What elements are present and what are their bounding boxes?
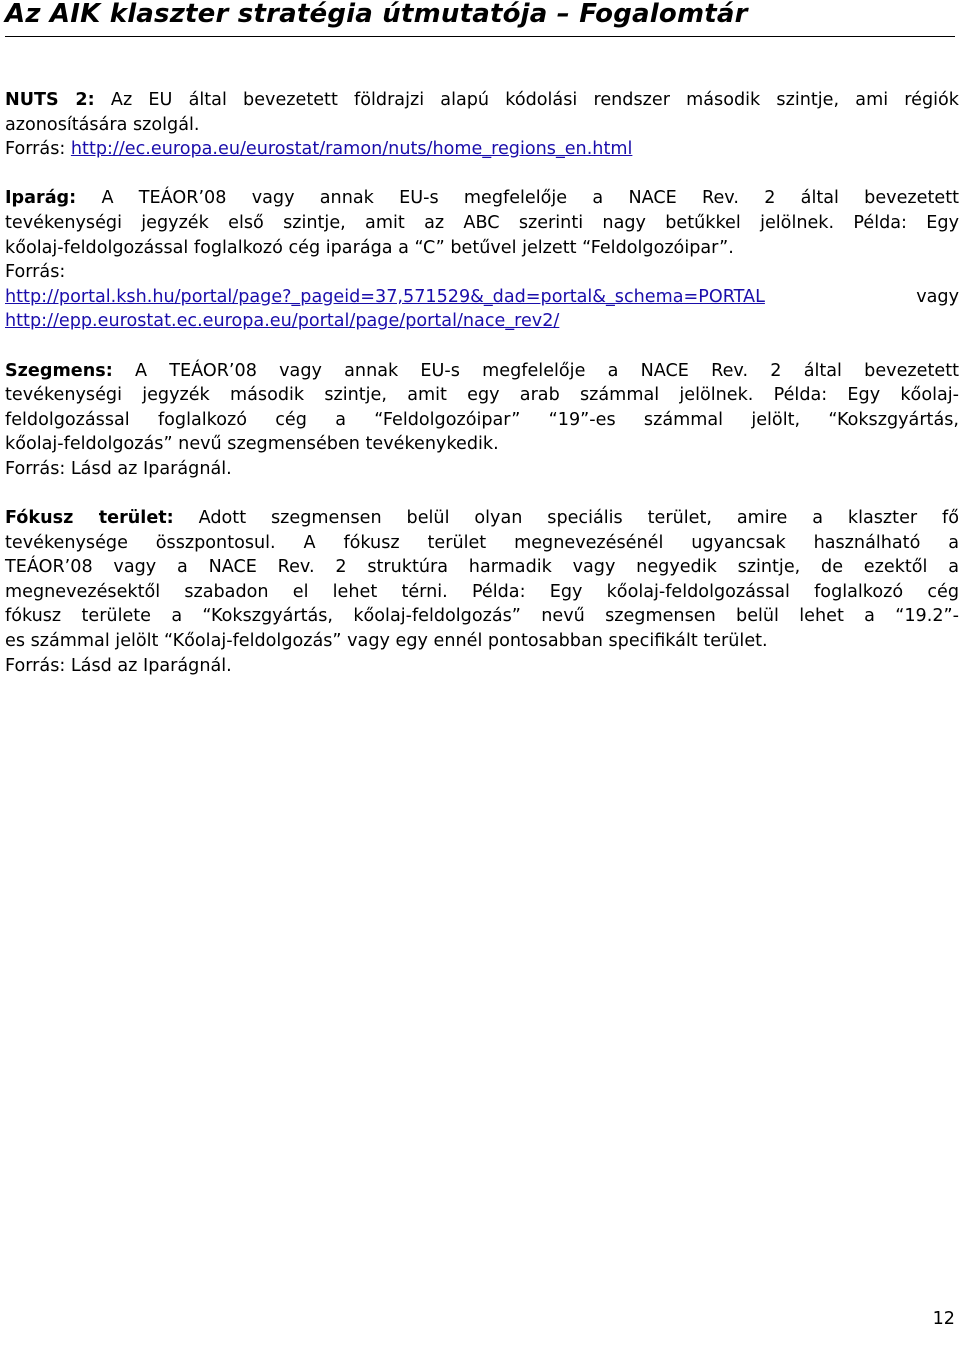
glossary-entry-szegmens [5, 359, 959, 482]
entry-text: A TEÁOR’08 vagy annak EU-s megfelelője a NACE Rev. 2 által bevezetett [112, 360, 959, 381]
source-connector: vagy [764, 286, 959, 307]
entry-term: Szegmens: [5, 360, 113, 381]
entry-line: kőolaj-feldolgozással foglalkozó cég iparága a “C” betűvel jelzett “Feldolgozóipar”. [5, 237, 734, 258]
entry-term: NUTS 2: [5, 90, 95, 110]
entry-line: TEÁOR’08 vagy a NACE Rev. 2 struktúra harmadik vagy negyedik szintje, de ezektől a [5, 557, 959, 578]
glossary-entry-fokusz [5, 506, 959, 678]
entry-term: Iparág: [5, 188, 77, 209]
entry-source: Forrás: Lásd az Iparágnál. [5, 655, 232, 676]
entry-source [5, 309, 959, 334]
source-label: Forrás: [5, 139, 71, 160]
entry-term: Fókusz terület: [5, 508, 174, 529]
page-header [5, 0, 955, 37]
entry-line: fókusz területe a “Kokszgyártás, kőolaj-feldolgozás” nevű szegmensen belül lehet a “19.2”- [5, 606, 959, 627]
entry-text: Az EU által bevezetett földrajzi alapú kódolási rendszer második szintje, ami régiók [94, 90, 959, 110]
entry-line: megnevezésektől szabadon el lehet térni. Példa: Egy kőolaj-feldolgozással foglalkozó cég [5, 581, 959, 602]
entry-line: kőolaj-feldolgozás” nevű szegmensében tevékenykedik. [5, 434, 499, 455]
entry-line [5, 186, 959, 211]
entry-source [5, 285, 959, 310]
entry-line: es számmal jelölt “Kőolaj-feldolgozás” vagy egy ennél pontosabban specifikált terület. [5, 631, 768, 652]
entry-line: tevékenysége összpontosul. A fókusz terület megnevezésénél ugyancsak használható a [5, 532, 959, 553]
glossary-entry-iparag [5, 186, 959, 334]
document-title: Az AIK klaszter stratégia útmutatója – Fogalomtár [5, 0, 748, 29]
source-link-eurostat[interactable]: http://epp.eurostat.ec.europa.eu/portal/page/portal/nace_rev2/ [5, 311, 560, 332]
entry-line: tevékenységi jegyzék második szintje, amit egy arab számmal jelölnek. Példa: Egy kőolaj- [5, 385, 959, 406]
entry-line [5, 359, 959, 384]
entry-line [5, 88, 959, 113]
entry-source [5, 137, 959, 162]
entry-line: feldolgozással foglalkozó cég a “Feldolgozóipar” “19”-es számmal jelölt, “Kokszgyártás, [5, 409, 959, 430]
entry-text: A TEÁOR’08 vagy annak EU-s megfelelője a NACE Rev. 2 által bevezetett [76, 188, 959, 209]
source-label: Forrás: [5, 262, 66, 283]
entry-line [5, 506, 959, 531]
entry-line: tevékenységi jegyzék első szintje, amit az ABC szerinti nagy betűkkel jelölnek. Példa: Egy [5, 212, 959, 233]
glossary-entry-nuts [5, 88, 959, 162]
entry-source: Forrás: Lásd az Iparágnál. [5, 458, 232, 479]
glossary-content [5, 88, 959, 678]
source-link-ksh[interactable]: http://portal.ksh.hu/portal/page?_pageid=37,571529&_dad=portal&_schema=PORTAL [5, 286, 765, 307]
entry-text: Adott szegmensen belül olyan speciális terület, amire a klaszter fő [173, 508, 959, 529]
source-link[interactable]: http://ec.europa.eu/eurostat/ramon/nuts/home_regions_en.html [70, 139, 633, 160]
page-number: 12 [932, 1309, 955, 1329]
entry-line: azonosítására szolgál. [5, 114, 200, 135]
